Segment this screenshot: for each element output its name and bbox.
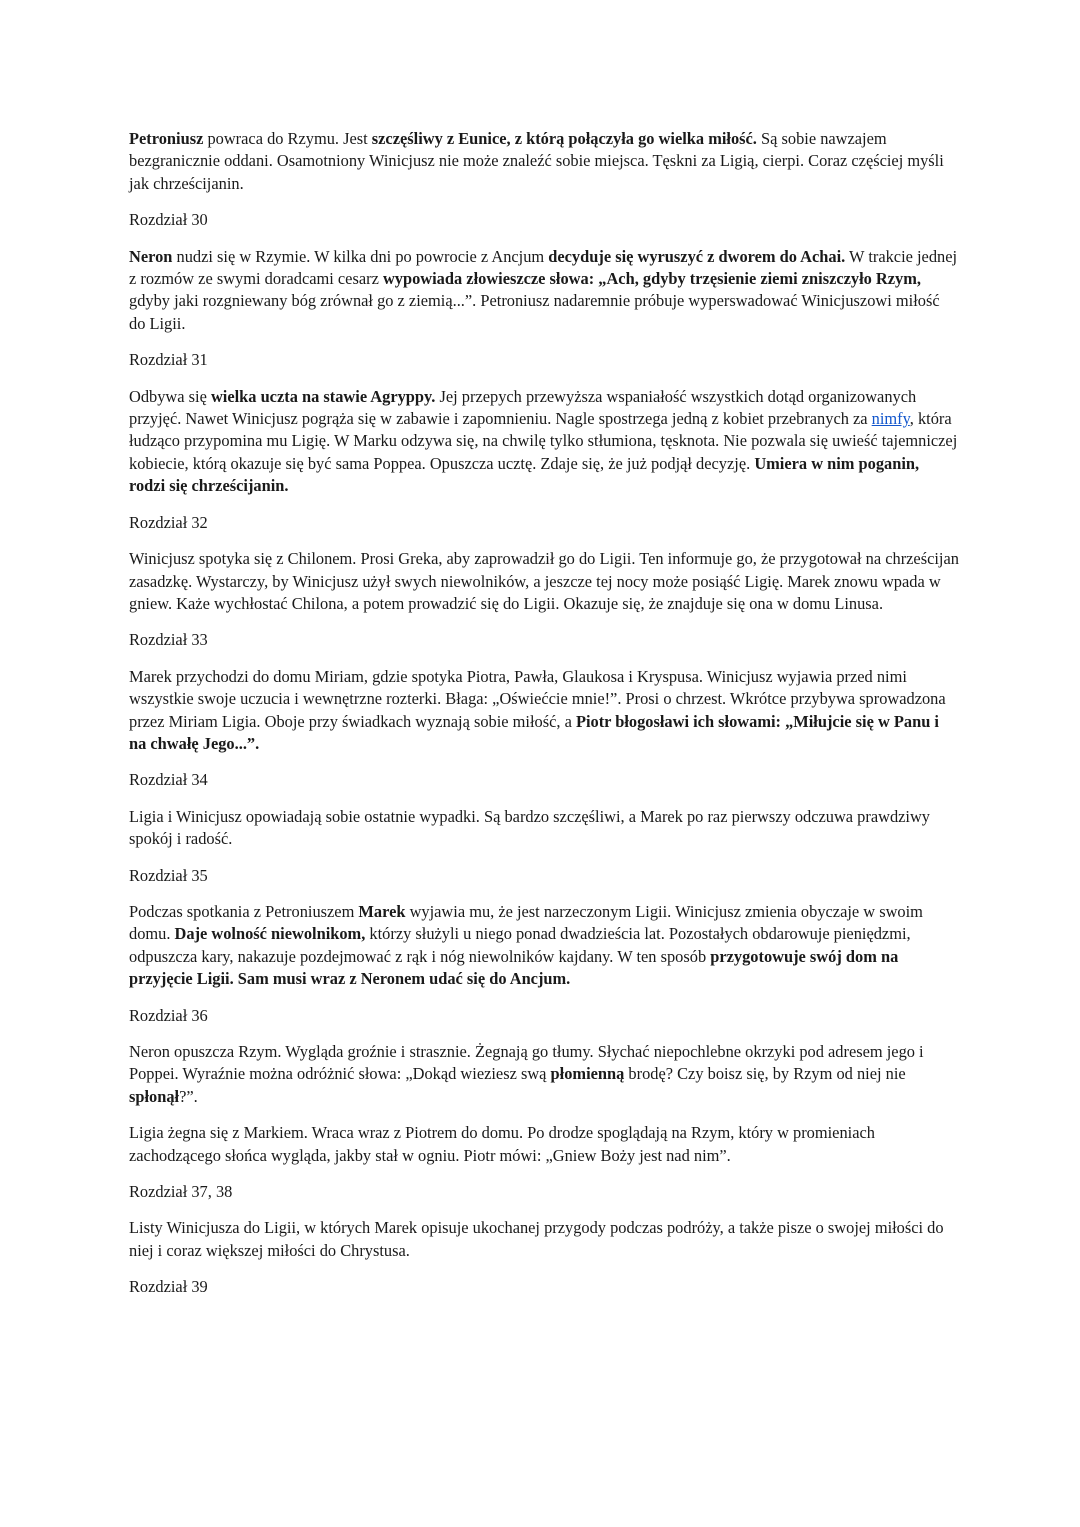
paragraph xyxy=(129,901,959,991)
text-run: Winicjusz spotyka się z Chilonem. Prosi Greka, aby zaprowadził go do Ligii. Ten informuje go, że przygotował na chrześcijan zasadzkę. Wystarczy, by Winicjusz użył swych niewolników, a jeszcze tej nocy może posiąść Ligię. Marek znowu wpada w gniew. Każe wychłostać Chilona, a potem prowadzić się do Ligii. Okazuje się, że znajduje się ona w domu Linusa. xyxy=(129,549,959,613)
bold-text: decyduje się wyruszyć z dworem do Achai. xyxy=(548,246,846,266)
chapter-heading: Rozdział 39 xyxy=(129,1277,208,1297)
paragraph xyxy=(129,1217,959,1262)
text-run: W trakcie jednej z rozmów ze swymi doradcami cesarz xyxy=(129,246,958,289)
text-run: nudzi się w Rzymie. W kilka dni po powrocie z Ancjum xyxy=(172,246,549,266)
text-run: Ligia żegna się z Markiem. Wraca wraz z Piotrem do domu. Po drodze spoglądają na Rzym, który w promieniach zachodzącego słońca wygląda, jakby stał w ogniu. Piotr mówi: „Gniew Boży jest nad nim”. xyxy=(129,1123,875,1165)
paragraph xyxy=(129,246,959,336)
paragraph xyxy=(129,386,959,498)
text-run: Podczas spotkania z Petroniuszem xyxy=(129,901,359,921)
paragraph xyxy=(129,806,959,851)
text-run: Neron opuszcza Rzym. Wygląda groźnie i strasznie. Żegnają go tłumy. Słychać niepochlebne okrzyki pod adresem jego i Poppei. Wyraźnie można odróżnić słowa: „Dokąd wieziesz swą xyxy=(129,1042,924,1084)
paragraph xyxy=(129,548,959,615)
text-run: Listy Winicjusza do Ligii, w których Marek opisuje ukochanej przygody podczas podróży, a także pisze o swojej miłości do niej i coraz większej miłości do Chrystusa. xyxy=(129,1218,944,1260)
link-nimfy[interactable]: nimfy xyxy=(871,409,910,429)
bold-text: wielka uczta na stawie Agryppy. xyxy=(210,386,436,406)
bold-text: Marek xyxy=(358,901,406,921)
bold-text: Petroniusz xyxy=(129,129,204,148)
text-run: powraca do Rzymu. Jest xyxy=(203,129,372,148)
text-run: brodę? Czy boisz się, by Rzym od niej nie xyxy=(624,1064,906,1084)
text-run: ?”. xyxy=(179,1086,198,1106)
text-run: Ligia i Winicjusz opowiadają sobie ostatnie wypadki. Są bardzo szczęśliwi, a Marek po raz pierwszy odczuwa prawdziwy spokój i radość. xyxy=(129,806,931,849)
paragraph xyxy=(129,1041,959,1108)
chapter-heading: Rozdział 30 xyxy=(129,210,208,230)
bold-text: wypowiada złowieszcze słowa: „Ach, gdyby trzęsienie ziemi zniszczyło Rzym, xyxy=(382,269,921,289)
chapter-heading: Rozdział 36 xyxy=(129,1005,208,1025)
document-page xyxy=(129,128,959,1313)
chapter-heading: Rozdział 31 xyxy=(129,350,208,370)
bold-text: szczęśliwy z Eunice, z którą połączyła go wielka miłość. xyxy=(371,129,757,148)
paragraph xyxy=(129,666,959,756)
bold-text: spłonął xyxy=(129,1086,180,1106)
text-run: którzy służyli u niego ponad dwadzieścia lat. Pozostałych obdarowuje pieniędzmi, odpuszcza kary, nakazuje pozdejmować z rąk i nóg niewolników kajdany. W ten sposób xyxy=(129,924,911,966)
bold-text: przygotowuje swój dom na przyjęcie Ligii. Sam musi wraz z Neronem udać się do Ancjum. xyxy=(129,946,899,989)
chapter-heading: Rozdział 37, 38 xyxy=(129,1182,233,1202)
text-run: Odbywa się xyxy=(129,386,211,406)
bold-text: Umiera w nim poganin, rodzi się chrześcijanin. xyxy=(129,453,920,496)
chapter-heading: Rozdział 35 xyxy=(129,865,208,885)
chapter-heading: Rozdział 32 xyxy=(129,512,208,532)
bold-text: Piotr błogosławi ich słowami: „Miłujcie się w Panu i na chwałę Jego...”. xyxy=(129,711,939,753)
text-run: Marek przychodzi do domu Miriam, gdzie spotyka Piotra, Pawła, Glaukosa i Kryspusa. Winicjusz wyjawia przed nimi wszystkie swoje uczucia i wewnętrzne rozterki. Błaga: „Oświećcie mnie!”. Prosi o chrzest. Wkrótce przybywa sprowadzona przez Miriam Ligia. Oboje przy świadkach wyznają sobie miłość, a xyxy=(129,666,946,731)
paragraph xyxy=(129,1122,959,1167)
chapter-heading: Rozdział 34 xyxy=(129,770,208,790)
chapter-heading: Rozdział 33 xyxy=(129,630,208,650)
paragraph xyxy=(129,128,959,195)
text-run: wyjawia mu, że jest narzeczonym Ligii. Winicjusz zmienia obyczaje w swoim domu. xyxy=(129,901,923,944)
text-run: Są sobie nawzajem bezgranicznie oddani. Osamotniony Winicjusz nie może znaleźć sobie miejsca. Tęskni za Ligią, cierpi. Coraz częściej myśli jak chrześcijanin. xyxy=(129,129,944,193)
text-run: Jej przepych przewyższa wspaniałość wszystkich dotąd organizowanych przyjęć. Nawet Winicjusz pogrąża się w zabawie i zapomnieniu. Nagle spostrzega jedną z kobiet przebranych za xyxy=(129,386,917,429)
text-run: gdyby jaki rozgniewany bóg zrównał go z ziemią...”. Petroniusz nadaremnie próbuje wyperswadować Winicjuszowi miłość do Ligii. xyxy=(129,291,940,333)
bold-text: Neron xyxy=(129,246,173,266)
bold-text: Daje wolność niewolnikom, xyxy=(174,924,366,944)
text-run: , która łudząco przypomina mu Ligię. W Marku odzywa się, na chwilę tylko stłumiona, tęsknota. Nie pozwala się uwieść tajemniczej kobiecie, którą okazuje się być sama Poppea. Opuszcza ucztę. Zdaje się, że już podjął decyzję. xyxy=(129,409,958,473)
bold-text: płomienną xyxy=(550,1064,625,1084)
